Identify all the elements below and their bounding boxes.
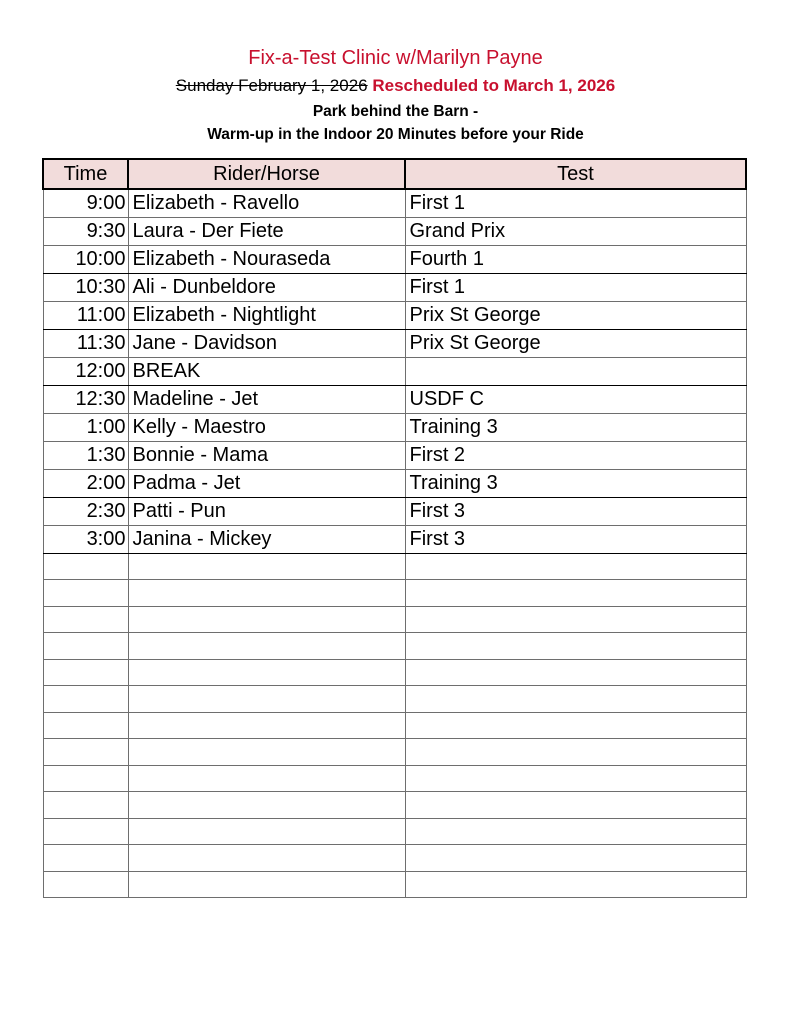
time-cell: 11:30: [43, 329, 128, 357]
column-header-test: Test: [405, 159, 746, 189]
test-cell: Fourth 1: [405, 245, 746, 273]
rider-horse-cell: [128, 765, 405, 792]
test-cell: First 1: [405, 273, 746, 301]
rider-horse-cell: Patti - Pun: [128, 497, 405, 525]
warmup-note: Warm-up in the Indoor 20 Minutes before your Ride: [207, 126, 584, 143]
time-cell: 1:00: [43, 413, 128, 441]
test-cell: Training 3: [405, 469, 746, 497]
schedule-body: [43, 189, 746, 898]
rider-horse-cell: [128, 633, 405, 660]
test-cell: [405, 633, 746, 660]
rider-horse-cell: Ali - Dunbeldore: [128, 273, 405, 301]
rider-horse-cell: [128, 580, 405, 607]
table-row: [43, 301, 746, 329]
table-row: [43, 245, 746, 273]
table-row: [43, 871, 746, 898]
table-row: [43, 525, 746, 553]
rider-horse-cell: Elizabeth - Nouraseda: [128, 245, 405, 273]
time-cell: [43, 765, 128, 792]
test-cell: [405, 553, 746, 580]
rider-horse-cell: [128, 659, 405, 686]
rider-horse-cell: [128, 871, 405, 898]
table-row: [43, 441, 746, 469]
table-row: [43, 633, 746, 660]
table-row: [43, 273, 746, 301]
rider-horse-cell: Kelly - Maestro: [128, 413, 405, 441]
rider-horse-cell: [128, 792, 405, 819]
table-row: [43, 606, 746, 633]
table-row: [43, 385, 746, 413]
time-cell: [43, 739, 128, 766]
test-cell: Training 3: [405, 413, 746, 441]
rider-horse-cell: Laura - Der Fiete: [128, 217, 405, 245]
table-row: [43, 580, 746, 607]
time-cell: [43, 633, 128, 660]
time-cell: [43, 659, 128, 686]
original-date: Sunday February 1, 2026: [175, 76, 368, 95]
rider-horse-cell: [128, 606, 405, 633]
date-line: [0, 75, 791, 97]
test-cell: USDF C: [405, 385, 746, 413]
table-row: [43, 765, 746, 792]
rider-horse-cell: Jane - Davidson: [128, 329, 405, 357]
time-cell: [43, 686, 128, 713]
rider-horse-cell: [128, 712, 405, 739]
test-cell: [405, 659, 746, 686]
column-header-rider-horse: Rider/Horse: [128, 159, 405, 189]
time-cell: 9:30: [43, 217, 128, 245]
table-row: [43, 659, 746, 686]
time-cell: [43, 580, 128, 607]
test-cell: [405, 845, 746, 872]
table-header-row: [43, 159, 746, 189]
test-cell: [405, 580, 746, 607]
time-cell: [43, 818, 128, 845]
time-cell: 11:00: [43, 301, 128, 329]
table-row: [43, 818, 746, 845]
rider-horse-cell: [128, 845, 405, 872]
test-cell: [405, 686, 746, 713]
time-cell: [43, 792, 128, 819]
table-row: [43, 357, 746, 385]
time-cell: 2:00: [43, 469, 128, 497]
test-cell: First 1: [405, 189, 746, 217]
table-row: [43, 189, 746, 217]
table-row: [43, 686, 746, 713]
test-cell: [405, 818, 746, 845]
time-cell: [43, 845, 128, 872]
time-cell: [43, 606, 128, 633]
time-cell: [43, 553, 128, 580]
rider-horse-cell: [128, 818, 405, 845]
time-cell: 10:00: [43, 245, 128, 273]
time-cell: 3:00: [43, 525, 128, 553]
test-cell: First 3: [405, 525, 746, 553]
test-cell: [405, 792, 746, 819]
table-row: [43, 469, 746, 497]
rider-horse-cell: [128, 686, 405, 713]
test-cell: [405, 871, 746, 898]
table-row: [43, 845, 746, 872]
rider-horse-cell: Janina - Mickey: [128, 525, 405, 553]
rider-horse-cell: Bonnie - Mama: [128, 441, 405, 469]
time-cell: 10:30: [43, 273, 128, 301]
column-header-time: Time: [43, 159, 128, 189]
table-row: [43, 413, 746, 441]
rider-horse-cell: [128, 739, 405, 766]
test-cell: [405, 606, 746, 633]
rider-horse-cell: Padma - Jet: [128, 469, 405, 497]
rider-horse-cell: [128, 553, 405, 580]
test-cell: Prix St George: [405, 329, 746, 357]
page-title: Fix-a-Test Clinic w/Marilyn Payne: [248, 47, 543, 69]
time-cell: 2:30: [43, 497, 128, 525]
test-cell: Grand Prix: [405, 217, 746, 245]
rider-horse-cell: Madeline - Jet: [128, 385, 405, 413]
test-cell: Prix St George: [405, 301, 746, 329]
time-cell: [43, 712, 128, 739]
table-row: [43, 792, 746, 819]
test-cell: [405, 712, 746, 739]
table-row: [43, 497, 746, 525]
rescheduled-date: Rescheduled to March 1, 2026: [372, 76, 616, 95]
table-row: [43, 329, 746, 357]
rider-horse-cell: BREAK: [128, 357, 405, 385]
rider-horse-cell: Elizabeth - Nightlight: [128, 301, 405, 329]
time-cell: 12:30: [43, 385, 128, 413]
test-cell: First 2: [405, 441, 746, 469]
test-cell: [405, 739, 746, 766]
time-cell: 1:30: [43, 441, 128, 469]
test-cell: First 3: [405, 497, 746, 525]
test-cell: [405, 765, 746, 792]
rider-horse-cell: Elizabeth - Ravello: [128, 189, 405, 217]
ride-schedule-table: [42, 158, 747, 898]
table-row: [43, 553, 746, 580]
table-row: [43, 217, 746, 245]
time-cell: [43, 871, 128, 898]
time-cell: 9:00: [43, 189, 128, 217]
parking-note: Park behind the Barn -: [312, 103, 479, 120]
table-row: [43, 739, 746, 766]
table-row: [43, 712, 746, 739]
test-cell: [405, 357, 746, 385]
time-cell: 12:00: [43, 357, 128, 385]
